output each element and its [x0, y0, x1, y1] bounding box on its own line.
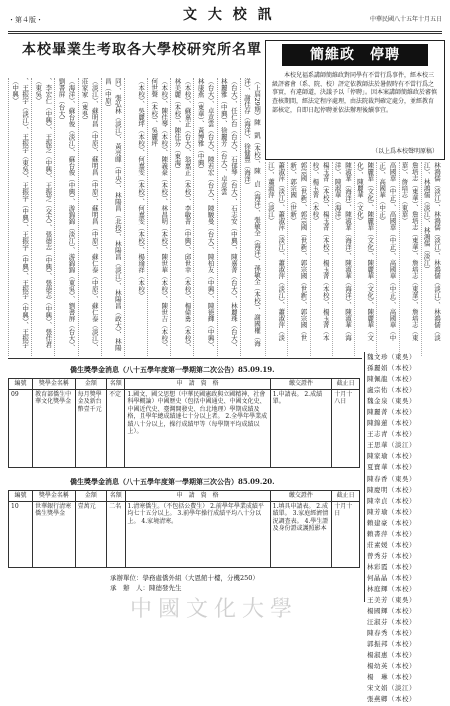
side-name-list — [364, 352, 445, 704]
masthead: 文 大 校 訊 — [183, 7, 275, 23]
name-column: 楊玉菁（本校）、楊玉菁（本校）、楊玉菁（本校）、楊玉菁（本校）、楊玉菁（本校） — [310, 162, 332, 356]
cell-requirements: 1.清寒僑生。（不包括公費生） 2.前學年學業成績平均七十五分以上。 3.前學年操行成績平均八十分以上。 4.家境清寒。 — [125, 501, 270, 567]
footer-office: 承辦單位：學務處僑外組（大恩館十樓，分機250） — [110, 574, 259, 582]
list-item: 楊淑惠（本校） — [367, 651, 416, 660]
list-item: 陳慶明（本校） — [367, 485, 416, 494]
list-item: 陳錦蓮（本校） — [367, 419, 416, 428]
list-item: 陳麗菁（本校） — [367, 408, 416, 417]
name-column: 、王振宇（淡江）、王振宇（東吳）、王振宇（中興）、王振宇（中興）、王振宇（中興）、王振宇（中興） — [8, 78, 31, 356]
cell-documents: 1.申請表。 2.成績單。 — [270, 389, 332, 467]
issue-number: ・第４版・ — [8, 16, 43, 24]
col-header-requirements: 申 請 資 格 — [125, 491, 270, 502]
col-header-no: 編號 — [9, 491, 33, 502]
graduate-name-list-right — [265, 162, 443, 356]
name-column: 高國華（中正）、高國華（中正）、高國華（中正）、高國華（中正）、高國華（中正） — [376, 162, 398, 356]
list-item: 王志青（本校） — [367, 430, 416, 439]
col-header-name: 獎學金名稱 — [33, 379, 76, 390]
list-item: 曾秀芬（本校） — [367, 551, 416, 560]
col-header-no: 編號 — [9, 379, 33, 390]
name-column: （本校）、陳佳琴（本校）、陳義豪（本校）、林昌明（本校）、陳世華（本校）、陳世吉（本校）、何世聲（本校）、吳麗坪 — [147, 78, 170, 356]
cell-name: 教育部僑生中華文化獎學金 — [33, 389, 76, 467]
scholarship-notice-1: 僑生獎學金消息（八十五學年度第一學期第二次公告）85.09.19. — [70, 365, 275, 374]
name-column: （台大）、任仁台（台大）、石郁琴（台大）、石志安（中興）、陳嘉菁（台大）、林麗珠（台大）、林麗雅（中興）、徐麗芳（台大）、卓意雲 — [217, 78, 240, 356]
list-item: 林彩霞（本校） — [367, 562, 416, 571]
cell-documents: 1.填具申請表。 2.成績單。 3.家庭經濟情況調查表。 4.學生證及身份證或護照影本 — [270, 501, 332, 567]
list-item: 魏文珍（東吳） — [367, 353, 416, 361]
list-item: 陳芳瑜（本校） — [367, 507, 416, 516]
list-item: 夏寶華（本校） — [367, 463, 416, 472]
footer-contact — [110, 574, 259, 594]
publication-date: 中華民國八十五年十月五日 — [369, 16, 442, 23]
cell-no: 09 — [9, 389, 33, 467]
cell-no: 10 — [9, 501, 33, 567]
cell-deadline: 十月十日 — [332, 501, 360, 567]
list-item: 賴建豪（本校） — [367, 518, 416, 527]
list-item: 王思華（淡江） — [367, 441, 416, 450]
scholarship-table-1 — [8, 378, 360, 468]
cell-name: 世華銀行清寒僑生獎學金 — [33, 501, 76, 567]
name-column: 林鴻儒（淡江）、林鴻儒（淡江）、林鴻儒（淡江）、林鴻儒（淡江）、林鴻儒（淡江）、林鴻儒（淡江） — [421, 162, 443, 356]
name-column: （本校）、蘇嘉正（台大）、翁嘉正（本校）、李敏菁（中興）、邱世幸（本校）、楊偉勇（本校）、林美麗（本校）、陳佳芬（東海） — [170, 78, 193, 356]
scholarship-notice-2: 僑生獎學金消息（八十五學年度第一學期第三次公告）85.09.20. — [70, 477, 275, 486]
name-column: 同）、張弘林（淡江）、黃亮暉（中央）、林陽昌（北投）、林陽昌（淡江）、林陽昌（政大）、林陽昌（中原） — [101, 78, 124, 356]
main-title: 本校畢業生考取各大學校研究所名單 — [22, 42, 262, 58]
announcement-source: （以上爲本校聲明原稿） — [371, 147, 438, 155]
list-item: 王美芳（東吳） — [367, 596, 416, 605]
page-header — [8, 6, 442, 28]
name-column: 蕭淑萍（淡江）、蕭淑萍（淡江）、蕭淑萍（淡江）、蕭淑萍（淡江）、蕭淑萍（淡江） — [265, 162, 287, 356]
cell-amount: 壹萬元 — [75, 501, 106, 567]
table-header-row — [9, 491, 360, 502]
list-item: 陳佩龍（本校） — [367, 375, 416, 384]
name-column: 陳麗華（文化）、陳麗華（文化）、陳麗華（文化）、陳麗華（文化）、陳麗華（文化） — [354, 162, 376, 356]
list-item: 林庭輝（本校） — [367, 584, 416, 593]
col-header-requirements: 申 請 資 格 — [125, 379, 270, 390]
list-item: 楊國輝（本校） — [367, 607, 416, 616]
list-item: 汪淑芬（本校） — [367, 618, 416, 627]
name-column: 陳淑華（海洋）、陳淑華（海洋）、陳淑華（海洋）、陳淑華（海洋）、陳淑華（海洋） — [332, 162, 354, 356]
table-row — [9, 501, 360, 567]
col-header-amount: 金額 — [75, 379, 106, 390]
col-header-documents: 繳交證件 — [270, 379, 332, 390]
col-header-quota: 名額 — [107, 491, 125, 502]
list-item: 何晶晶（本校） — [367, 573, 416, 582]
name-column: （淡江）、蘇明昌（中原）、蘇明昌（中原）、蘇明昌（中原）、蘇仁泰（中原）、蘇仁泰（淡江）、莊家家（東吳） — [78, 78, 101, 356]
announcement-heading: 簡維政 停聘 — [282, 44, 428, 66]
name-column: （本校）、吳麗坪（本校）、何嘉雯（本校）、何嘉雯（本校）、楊瑜祥（本校） — [124, 78, 147, 356]
list-item: 陳春秀（本校） — [367, 629, 416, 638]
list-item: 賴書萍（本校） — [367, 529, 416, 538]
name-column: （海洋）、蘇台俊（淡江）、蘇台俊（中興）、游錦錦（淡江）、游錦錦（東吳）、劉書屏（台大）、劉書屏（台大） — [54, 78, 77, 356]
list-item: 張燕卿（本校） — [367, 695, 416, 704]
name-column: 郭宗國（世新）、郭宗國（世新）、郭宗國（世新）、郭宗國（世新）、郭宗國（世新） — [287, 162, 309, 356]
list-item: 莊素媛（本校） — [367, 540, 416, 549]
cell-amount: 每月獎學金及新台幣壹千元 — [75, 389, 106, 467]
graduate-name-list — [8, 78, 263, 356]
name-column: 、李宏仁（中興）、王振芝（中興）、王振芝（交大）、張德志（中興）、張德志（中興）、張佳君（東吳） — [31, 78, 54, 356]
announcement-body: 本校兒福系講師簡維政對同學有不當行爲事件，經本校三級評審會（系、院、校）評定依教師法於暑假時有不當行爲之事實，有違師道，決議予以「停聘」。因本案講師簡維政於審慎查核期間，經法定程序處理，由法院裁判確定處分，並經教育部核定，自即日起停聘並依法辦理後續事宜。 — [272, 72, 438, 114]
list-item: 陳幸貞（本校） — [367, 496, 416, 505]
list-item: 陳家瑜（本校） — [367, 452, 416, 461]
list-item: 楊幼英（本校） — [367, 662, 416, 671]
section-rule — [8, 358, 362, 359]
cell-requirements: 1.國文、國父思想（中華民國憲政與立國精神、社會科學概論）中國歷史（包括中國通史、中國文化史、中國近代史、臺灣開發史、台北地理）學期成績及格，且學年總成績達七十分以上者。 2.全學年學業成績八十分以上，操行成績甲等（每學期平均成績以上）。 — [125, 389, 270, 467]
table-row — [9, 389, 360, 467]
col-header-name: 獎學金名稱 — [33, 491, 76, 502]
name-column: （台大）、卓意雲（台大）、陳若宏（台大）、陳駿曼（台大）、陳柏友（中興）、陳德輝（中興）、林康燕（東華）、黃博雅（中興） — [193, 78, 216, 356]
cell-quota: 不定 — [107, 389, 125, 467]
list-item: 宋文娟（淡江） — [367, 684, 416, 693]
col-header-documents: 繳交證件 — [270, 491, 332, 502]
cell-quota: 二名 — [107, 501, 125, 567]
col-header-quota: 名額 — [107, 379, 125, 390]
list-item: 楊 琳（本校） — [367, 673, 416, 682]
table-header-row — [9, 379, 360, 390]
cell-deadline: 十月十八日 — [332, 389, 360, 467]
col-header-amount: 金額 — [75, 491, 106, 502]
header-rule — [8, 31, 442, 32]
list-item: 魏金泉（東吳） — [367, 397, 416, 406]
announcement-box — [265, 40, 445, 160]
watermark: 中國文化大學 — [130, 597, 299, 622]
list-item: 孫麗娟（本校） — [367, 364, 416, 373]
name-column: 詹培志（東華）、詹培志（東華）、詹培志（東華）、詹培志（東華）、詹培志（東華） — [399, 162, 421, 356]
col-header-deadline: 截止日 — [332, 491, 360, 502]
list-item: 郭振邦（本校） — [367, 640, 416, 649]
scholarship-table-2 — [8, 490, 360, 568]
col-header-deadline: 截止日 — [332, 379, 360, 390]
header-rule-2 — [8, 33, 442, 34]
list-item: 陳春香（東吳） — [367, 474, 416, 483]
name-column: （上屆29期）陳 凱（本校）、陳 貞（海洋）、張敏全（海洋）、孫敏全（本校）、謝國權（海洋）、謝佳存（海洋）、徐健豐（海洋） — [240, 78, 263, 356]
footer-person: 承 辦 人：陳德發先生 — [110, 583, 182, 592]
list-item: 盧宗佑（本校） — [367, 386, 416, 395]
